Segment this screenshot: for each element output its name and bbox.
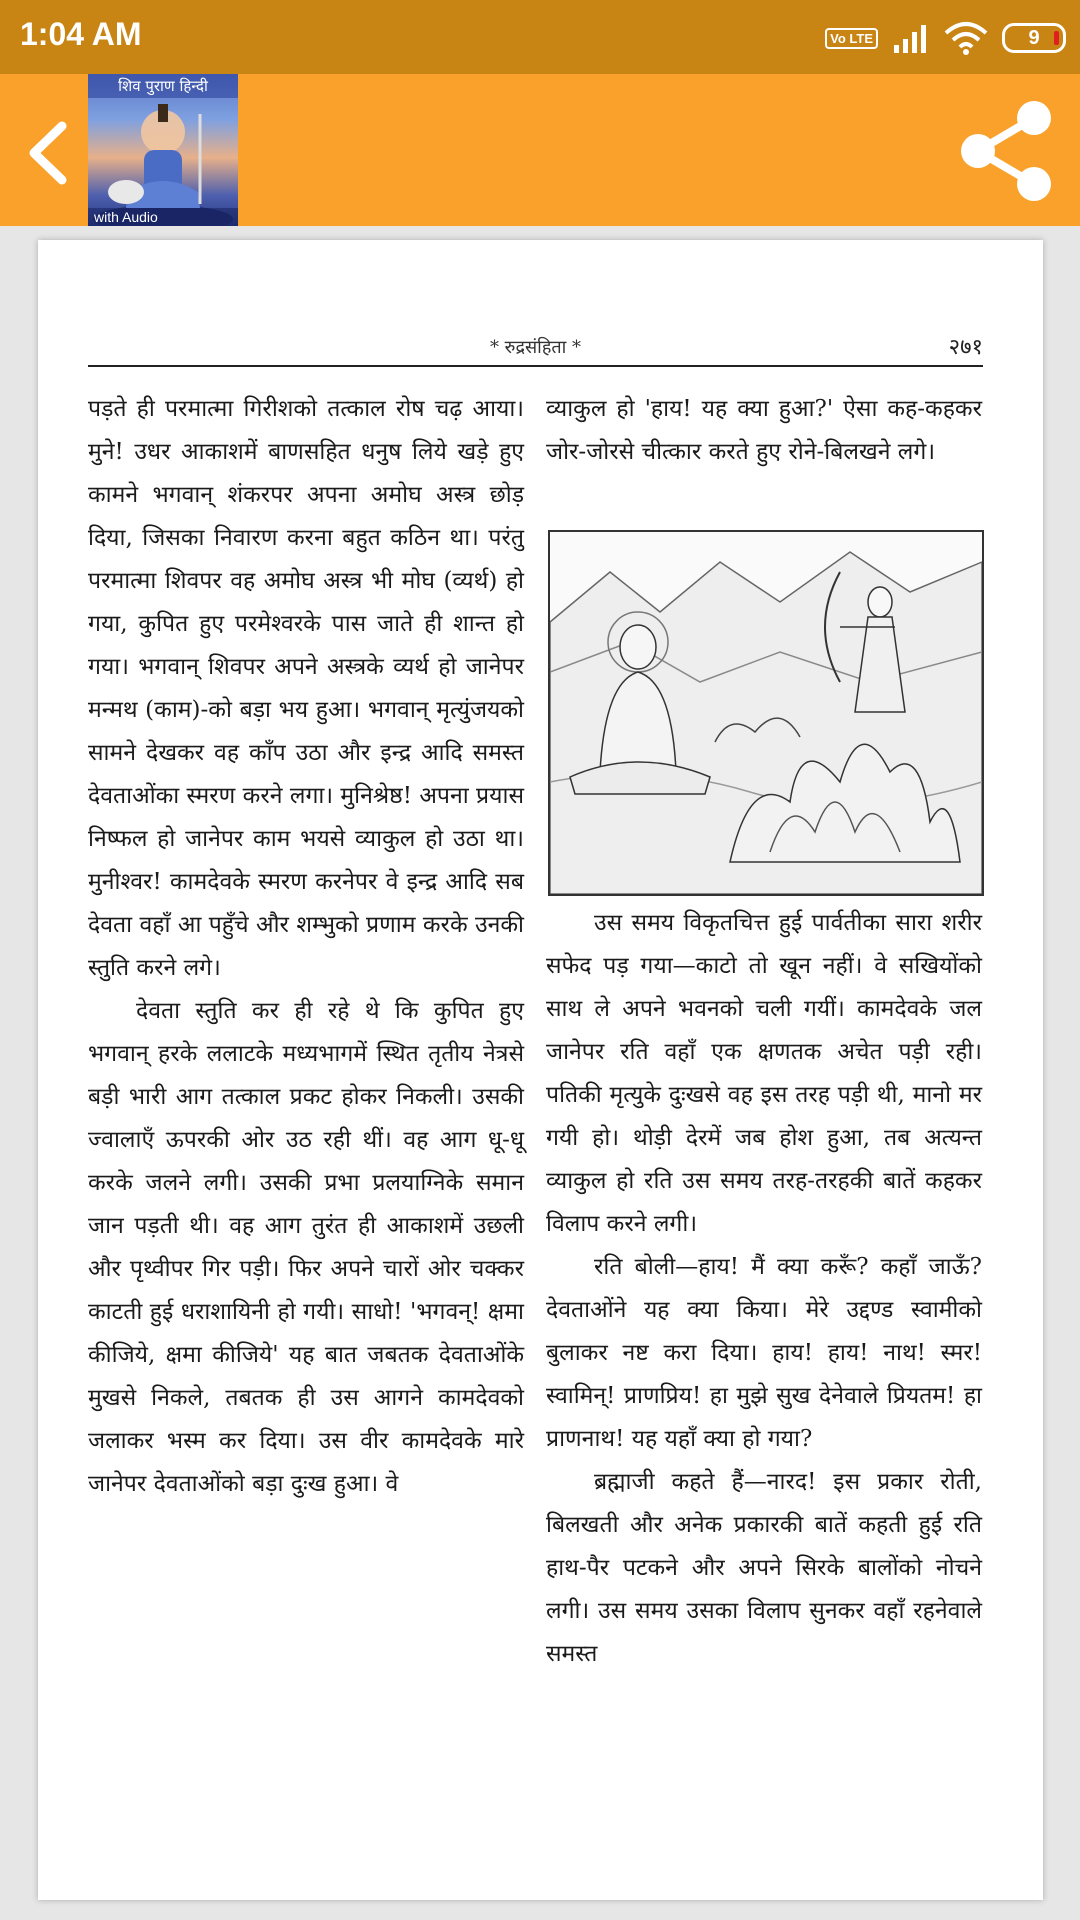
paragraph: ब्रह्माजी कहते हैं—नारद! इस प्रकार रोती, बिलखती और अनेक प्रकारकी बातें कहती हुई रति हाथ-पैर पटकने और अपने सिरके बालोंको नोचने लगी। उस समय उसका विलाप सुनकर वहाँ रहनेवाले समस्त xyxy=(546,1469,982,1667)
illustration-shiva-kama xyxy=(548,530,984,896)
page-number: २७१ xyxy=(948,335,983,360)
book-page[interactable] xyxy=(38,240,1043,1900)
status-time: 1:04 AM xyxy=(20,16,142,52)
running-head: * रुद्रसंहिता * xyxy=(489,337,582,358)
app-logo-title: शिव पुराण हिन्दी xyxy=(88,74,238,98)
status-bar xyxy=(0,0,1080,74)
app-logo xyxy=(88,74,238,226)
battery-low-indicator xyxy=(1054,31,1059,45)
left-column xyxy=(88,388,524,1506)
battery-level: 9 xyxy=(1028,26,1040,49)
right-column-top xyxy=(546,388,982,474)
share-icon[interactable] xyxy=(950,96,1060,206)
paragraph: देवता स्तुति कर ही रहे थे कि कुपित हुए भगवान् हरके ललाटके मध्यभागमें स्थित तृतीय नेत्रसे बड़ी भारी आग तत्काल प्रकट होकर निकली। उसकी ज्वालाएँ ऊपरकी ओर उठ रही थीं। वह आग धू-धू करके जलने लगी। उसकी प्रभा प्रलयाग्निके समान जान पड़ती थी। वह आग तुरंत ही आकाशमें उछली और पृथ्वीपर गिर पड़ी। फिर अपने चारों ओर चक्कर काटती हुई धराशायिनी हो गयी। साधो! 'भगवन्! क्षमा कीजिये, क्षमा कीजिये' यह बात जबतक देवताओंके मुखसे निकले, तबतक ही उस आगने कामदेवको जलाकर भस्म कर दिया। उस वीर कामदेवके मारे जानेपर देवताओंको बड़ा दुःख हुआ। वे xyxy=(88,998,524,1497)
paragraph: रति बोली—हाय! मैं क्या करूँ? कहाँ जाऊँ? देवताओंने यह क्या किया। मेरे उद्दण्ड स्वामीको बुलाकर नष्ट करा दिया। हाय! हाय! नाथ! स्मर! स्वामिन्! प्राणप्रिय! हा मुझे सुख देनेवाले प्रियतम! हा प्राणनाथ! यह यहाँ क्या हो गया? xyxy=(546,1254,982,1452)
chevron-left-icon[interactable] xyxy=(22,118,82,188)
volte-badge: Vo LTE xyxy=(825,28,878,49)
paragraph: पड़ते ही परमात्मा गिरीशको तत्काल रोष चढ़ आया। मुने! उधर आकाशमें बाणसहित धनुष लिये खड़े हुए कामने भगवान् शंकरपर अपना अमोघ अस्त्र छोड़ दिया, जिसका निवारण करना बहुत कठिन था। परंतु परमात्मा शिवपर वह अमोघ अस्त्र भी मोघ (व्यर्थ) हो गया, कुपित हुए परमेश्वरके पास जाते ही शान्त हो गया। भगवान् शिवपर अपने अस्त्रके व्यर्थ हो जानेपर मन्मथ (काम)-को बड़ा भय हुआ। भगवान् मृत्युंजयको सामने देखकर वह काँप उठा और इन्द्र आदि समस्त देवताओंका स्मरण करने लगा। मुनिश्रेष्ठ! अपना प्रयास निष्फल हो जानेपर काम भयसे व्याकुल हो उठा था। मुनीश्वर! कामदेवके स्मरण करनेपर वे इन्द्र आदि सब देवता वहाँ आ पहुँचे और शम्भुको प्रणाम करके उनकी स्तुति करने लगे। xyxy=(88,396,524,981)
paragraph: व्याकुल हो 'हाय! यह क्या हुआ?' ऐसा कह-कहकर जोर-जोरसे चीत्कार करते हुए रोने-बिलखने लगे। xyxy=(546,396,982,465)
wifi-icon xyxy=(944,21,988,55)
app-logo-subtitle: with Audio xyxy=(88,208,238,226)
status-icons xyxy=(825,18,1066,58)
battery-icon xyxy=(1002,23,1066,53)
page-header xyxy=(88,335,983,367)
app-bar xyxy=(0,74,1080,226)
paragraph: उस समय विकृतचित्त हुई पार्वतीका सारा शरीर सफेद पड़ गया—काटो तो खून नहीं। वे सखियोंको साथ ले अपने भवनको चली गयीं। कामदेवके जल जानेपर रति वहाँ एक क्षणतक अचेत पड़ी रही। पतिकी मृत्युके दुःखसे वह इस तरह पड़ी थी, मानो मर गयी हो। थोड़ी देरमें जब होश हुआ, तब अत्यन्त व्याकुल हो रति उस समय तरह-तरहकी बातें कहकर विलाप करने लगी। xyxy=(546,910,982,1237)
right-column-bottom xyxy=(546,902,982,1676)
signal-icon xyxy=(892,23,930,53)
